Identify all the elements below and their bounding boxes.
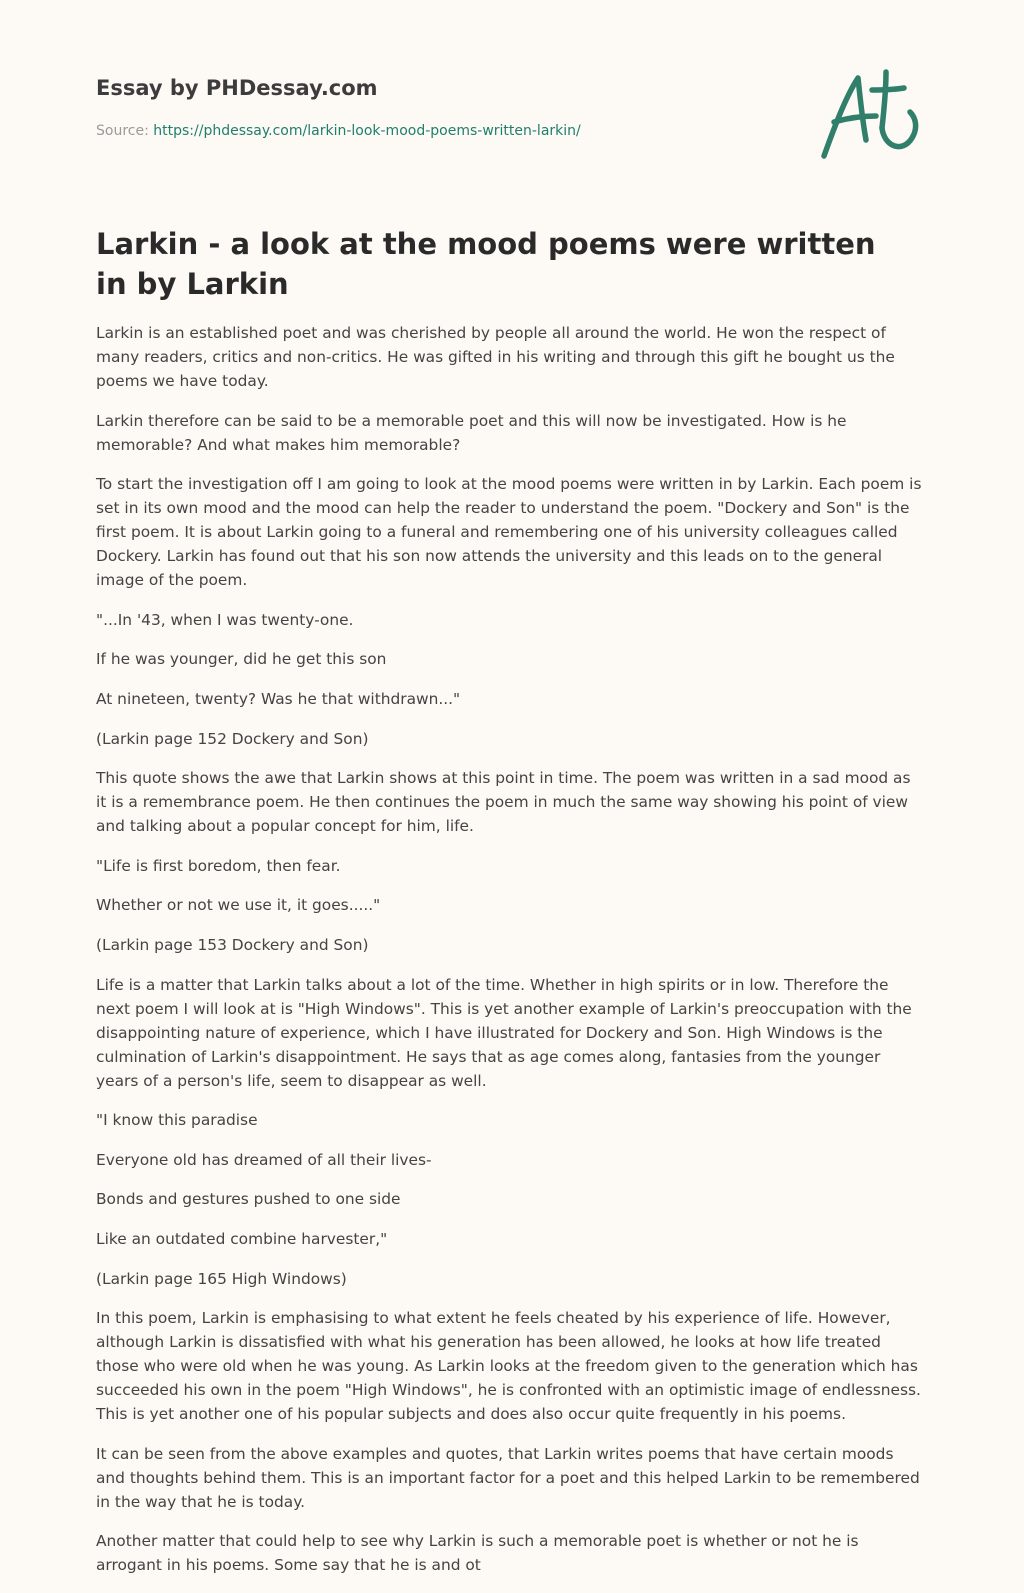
essay-paragraph: Whether or not we use it, it goes....." — [96, 896, 381, 915]
brand-title: Essay by PHDessay.com — [96, 76, 378, 100]
essay-paragraph: "...In '43, when I was twenty-one. — [96, 610, 354, 629]
source-line — [96, 123, 581, 139]
essay-paragraph: To start the investigation off I am going to look at the mood poems were written in by Larkin. Each poem is set in its own mood and the mood can help the reader to understand the poem. "Dockery and Son" is the first poem. It is about Larkin going to a funeral and remembering one of his university colleagues called Dockery. Larkin has found out that his son now attends the university and this leads on to the general image of the poem. — [96, 475, 922, 590]
essay-paragraph: "Life is first boredom, then fear. — [96, 856, 341, 875]
essay-paragraph: Life is a matter that Larkin talks about a lot of the time. Whether in high spirits or in low. Therefore the next poem I will look at is "High Windows". This is yet another example of Larkin's preoccupation with the disappointing nature of experience, which I have illustrated for Dockery and Son. High Windows is the culmination of Larkin's disappointment. He says that as age comes along, fantasies from the younger years of a person's life, seem to disappear as well. — [96, 975, 912, 1090]
essay-paragraph: At nineteen, twenty? Was he that withdrawn..." — [96, 689, 461, 708]
a-plus-logo-icon — [820, 66, 924, 166]
source-label: Source: — [96, 123, 154, 139]
essay-title: Larkin - a look at the mood poems were written in by Larkin — [96, 227, 876, 301]
essay-paragraph: "I know this paradise — [96, 1111, 258, 1130]
source-link[interactable]: https://phdessay.com/larkin-look-mood-poems-written-larkin/ — [153, 123, 581, 139]
essay-paragraph: In this poem, Larkin is emphasising to what extent he feels cheated by his experience of life. However, although Larkin is dissatisfied with what his generation has been allowed, he looks at how life treated those who were old when he was young. As Larkin looks at the freedom given to the generation which has succeeded his own in the poem "High Windows", he is confronted with an optimistic image of endlessness. This is yet another one of his popular subjects and does also occur quite frequently in his poems. — [96, 1309, 921, 1424]
essay-paragraph: Larkin therefore can be said to be a memorable poet and this will now be investigated. How is he memorable? And what makes him memorable? — [96, 411, 847, 454]
essay-paragraph: (Larkin page 152 Dockery and Son) — [96, 729, 369, 748]
essay-paragraph: Another matter that could help to see why Larkin is such a memorable poet is whether or not he is arrogant in his poems. Some say that he is and ot — [96, 1532, 859, 1575]
essay-paragraph: (Larkin page 165 High Windows) — [96, 1269, 347, 1288]
essay-body — [96, 321, 922, 1593]
essay-paragraph: Bonds and gestures pushed to one side — [96, 1190, 401, 1209]
essay-paragraph: (Larkin page 153 Dockery and Son) — [96, 935, 369, 954]
essay-paragraph: Larkin is an established poet and was cherished by people all around the world. He won the respect of many readers, critics and non-critics. He was gifted in his writing and through this gift he bought us the poems we have today. — [96, 324, 895, 390]
essay-paragraph: This quote shows the awe that Larkin shows at this point in time. The poem was written in a sad mood as it is a remembrance poem. He then continues the poem in much the same way showing his point of view and talking about a popular concept for him, life. — [96, 769, 911, 836]
essay-paragraph: Everyone old has dreamed of all their lives- — [96, 1150, 432, 1169]
essay-paragraph: Like an outdated combine harvester," — [96, 1229, 388, 1248]
essay-paragraph: If he was younger, did he get this son — [96, 650, 387, 669]
essay-paragraph: It can be seen from the above examples and quotes, that Larkin writes poems that have certain moods and thoughts behind them. This is an important factor for a poet and this helped Larkin to be remembered in the way that he is today. — [96, 1444, 920, 1511]
